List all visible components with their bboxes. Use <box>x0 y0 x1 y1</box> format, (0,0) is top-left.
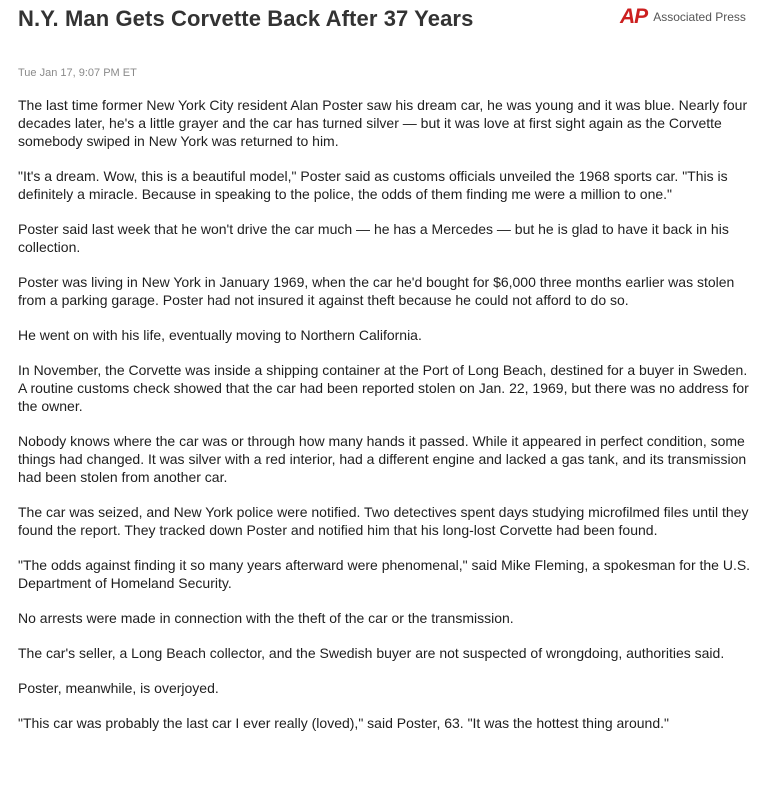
source-name: Associated Press <box>653 10 746 24</box>
paragraph-12: Poster, meanwhile, is overjoyed. <box>18 680 219 696</box>
paragraph-13: "This car was probably the last car I ever really (loved)," said Poster, 63. "It was the hottest thing around." <box>18 715 669 731</box>
paragraph-2: "It's a dream. Wow, this is a beautiful model," Poster said as customs officials unveiled the 1968 sports car. "This is definitely a miracle. Because in speaking to the police, the odds of them finding me were a million to one." <box>18 168 728 202</box>
article-body <box>18 96 752 749</box>
paragraph-6: In November, the Corvette was inside a shipping container at the Port of Long Beach, destined for a buyer in Sweden. A routine customs check showed that the car had been reported stolen on Jan. 22, 1969, but there was no address for the owner. <box>18 362 749 414</box>
ap-logo-icon: AP <box>620 5 648 28</box>
paragraph-11: The car's seller, a Long Beach collector, and the Swedish buyer are not suspected of wrongdoing, authorities said. <box>18 645 725 661</box>
paragraph-4: Poster was living in New York in January 1969, when the car he'd bought for $6,000 three months earlier was stolen from a parking garage. Poster had not insured it against theft because he could not afford to do so. <box>18 274 735 308</box>
paragraph-9: "The odds against finding it so many years afterward were phenomenal," said Mike Fleming, a spokesman for the U.S. Department of Homeland Security. <box>18 557 751 591</box>
paragraph-5: He went on with his life, eventually moving to Northern California. <box>18 327 422 343</box>
article-headline: N.Y. Man Gets Corvette Back After 37 Years <box>18 6 474 31</box>
paragraph-7: Nobody knows where the car was or through how many hands it passed. While it appeared in perfect condition, some things had changed. It was silver with a red interior, had a different engine and lacked a gas tank, and its transmission had been stolen from another car. <box>18 433 747 485</box>
associated-press-logo <box>620 6 746 28</box>
article-dateline: Tue Jan 17, 9:07 PM ET <box>18 67 137 79</box>
paragraph-1: The last time former New York City resident Alan Poster saw his dream car, he was young and it was blue. Nearly four decades later, he's a little grayer and the car has turned silver — but it was love at first sight again as the Corvette somebody swiped in New York was returned to him. <box>18 97 748 149</box>
paragraph-10: No arrests were made in connection with the theft of the car or the transmission. <box>18 610 514 626</box>
paragraph-8: The car was seized, and New York police were notified. Two detectives spent days studying microfilmed files until they found the report. They tracked down Poster and notified him that his long-lost Corvette had been found. <box>18 504 749 538</box>
paragraph-3: Poster said last week that he won't drive the car much — he has a Mercedes — but he is glad to have it back in his collection. <box>18 221 729 255</box>
